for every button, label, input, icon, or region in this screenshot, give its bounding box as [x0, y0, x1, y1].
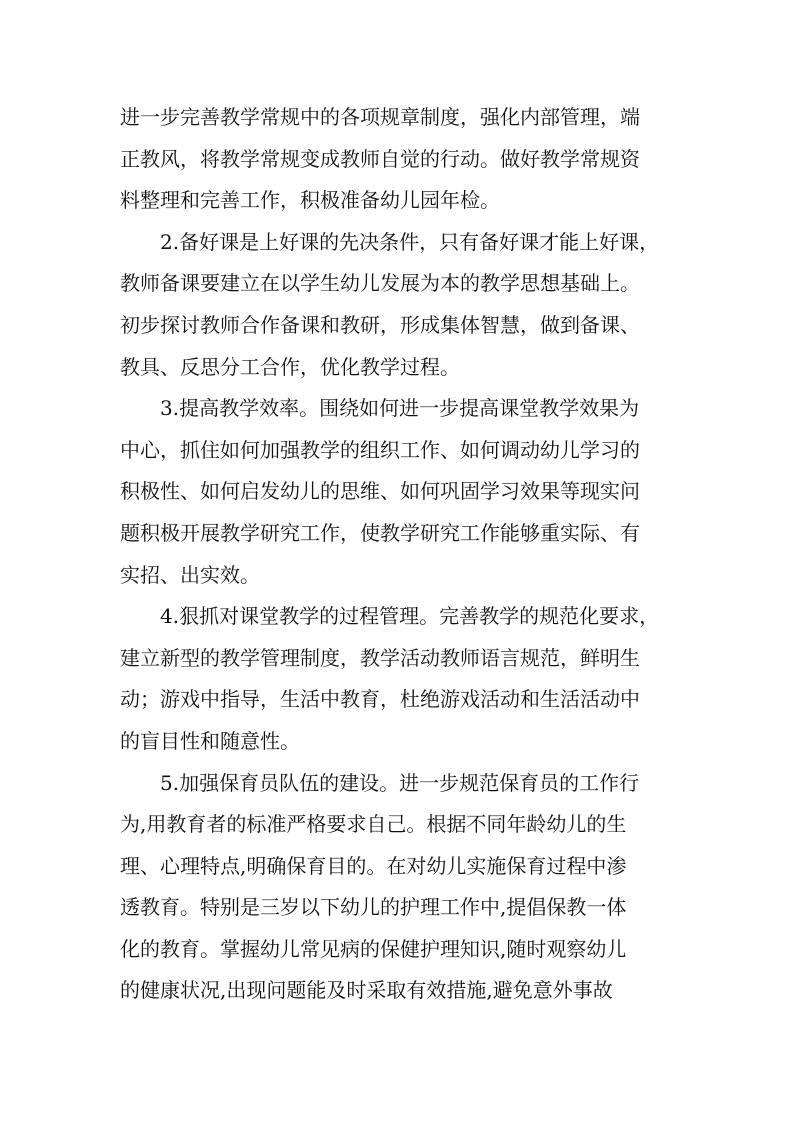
text-line: 中心，抓住如何加强教学的组织工作、如何调动幼儿学习的: [120, 437, 640, 462]
document-body: [120, 97, 680, 1012]
text-line: 料整理和完善工作，积极准备幼儿园年检。: [120, 188, 500, 213]
text-line: 积极性、如何启发幼儿的思维、如何巩固学习效果等现实问: [120, 479, 640, 504]
text-line: 透教育。特别是三岁以下幼儿的护理工作中,提倡保教一体: [120, 895, 627, 920]
text-line: 教具、反思分工合作，优化教学过程。: [120, 354, 460, 379]
text-line: 教师备课要建立在以学生幼儿发展为本的教学思想基础上。: [120, 271, 640, 296]
text-line: 动；游戏中指导，生活中教育，杜绝游戏活动和生活活动中: [120, 687, 640, 712]
text-line: 建立新型的教学管理制度，教学活动教师语言规范，鲜明生: [120, 645, 640, 670]
text-line: 实招、出实效。: [120, 562, 260, 587]
paragraph-3-start: 3.提高教学效率。围绕如何进一步提高课堂教学效果为: [160, 396, 640, 421]
text-line: 化的教育。掌握幼儿常见病的保健护理知识,随时观察幼儿: [120, 936, 627, 961]
text-line: 初步探讨教师合作备课和教研，形成集体智慧，做到备课、: [120, 312, 640, 337]
text-line: 进一步完善教学常规中的各项规章制度，强化内部管理，端: [120, 105, 640, 129]
text-line: 的健康状况,出现问题能及时采取有效措施,避免意外事故: [120, 978, 613, 1003]
paragraph-5-start: 5.加强保育员队伍的建设。进一步规范保育员的工作行: [160, 770, 640, 795]
text-line: 理、心理特点,明确保育目的。在对幼儿实施保育过程中渗: [120, 853, 627, 878]
text-line: 的盲目性和随意性。: [120, 728, 300, 753]
text-line: 为,用教育者的标准严格要求自己。根据不同年龄幼儿的生: [120, 812, 627, 837]
text-line: 正教风，将教学常规变成教师自觉的行动。做好教学常规资: [120, 146, 640, 171]
paragraph-2-start: 2.备好课是上好课的先决条件，只有备好课才能上好课，: [160, 229, 660, 254]
text-line: 题积极开展教学研究工作，使教学研究工作能够重实际、有: [120, 520, 640, 545]
paragraph-4-start: 4.狠抓对课堂教学的过程管理。完善教学的规范化要求，: [160, 604, 660, 629]
